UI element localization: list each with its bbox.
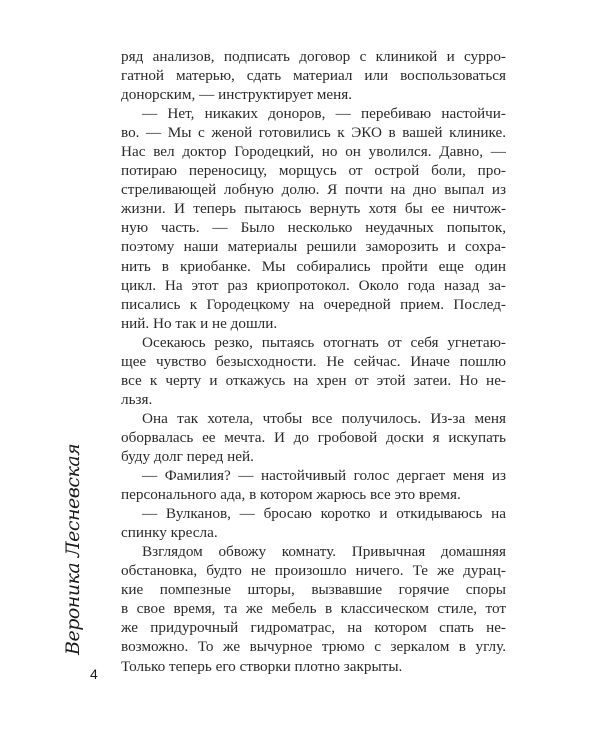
text-line: Взглядом обвожу комнату. Привычная домашняя [142,543,506,561]
text-line: — Нет, никаких доноров, — перебиваю настойчи- [142,105,506,123]
text-line: все к черту и откажусь на хрен от этой затеи. Но не- [121,371,506,389]
text-line: цикл. На этот раз криопротокол. Около года назад за- [121,276,506,294]
text-line: нить в криобанке. Мы собирались пройти еще один [121,257,506,275]
text-line: Только теперь его створки плотно закрыты. [121,657,403,675]
text-line: — Вулканов, — бросаю коротко и откидываюсь на [142,505,506,523]
text-line: — Фамилия? — настойчивый голос дергает меня из [142,467,506,485]
text-line: во. — Мы с женой готовились к ЭКО в вашей клинике. [121,124,506,142]
text-line: в свое время, та же мебель в классическом стиле, тот [121,600,506,618]
text-line: оборвалась ее мечта. И до гробовой доски я искупать [121,428,506,446]
text-line: Осекаюсь резко, пытаясь отогнать от себя угнетаю- [142,333,506,351]
text-line: буду долг перед ней. [121,447,254,465]
text-line: кие помпезные шторы, вызвавшие горячие споры [121,581,506,599]
author-name: Вероника Лесневская [62,443,84,655]
text-line: ряд анализов, подписать договор с клиникой и сурро- [121,48,506,65]
text-line: возможно. То же вычурное трюмо с зеркалом в углу. [121,638,506,656]
text-line: ний. Но так и не дошли. [121,314,278,332]
text-line: гатной матерью, сдать материал или воспользоваться [121,67,506,85]
text-line: потираю переносицу, морщусь от острой боли, про- [121,162,506,180]
page-number: 4 [90,666,98,682]
text-line: жизни. И теперь пытаюсь вернуть хотя бы ее ничтож- [121,200,506,218]
text-line: поэтому наши материалы решили заморозить и сохра- [121,238,506,256]
text-line: писались к Городецкому на очередной прием. Послед- [121,295,506,313]
body-text [121,47,506,676]
text-line: донорским, — инструктирует меня. [121,86,353,104]
text-line: Нас вел доктор Городецкий, но он уволился. Давно, — [121,143,506,161]
text-line: спинку кресла. [121,524,218,542]
text-line: персонального ада, в котором жарюсь все это время. [121,486,461,504]
text-line: щее чувство безысходности. Не сейчас. Иначе пошлю [121,352,506,370]
text-line: ную часть. — Было несколько неудачных попыток, [121,219,506,237]
text-line: стреливающей лобную долю. Я почти на дно выпал из [121,181,506,199]
running-title [62,443,84,655]
text-line: обстановка, будто не произошло ничего. Те же дурац- [121,562,506,580]
text-line: льзя. [121,390,153,408]
text-line: же придурочный гидроматрас, на котором спать не- [121,619,506,637]
text-line: Она так хотела, чтобы все получилось. Из-за меня [142,409,506,427]
